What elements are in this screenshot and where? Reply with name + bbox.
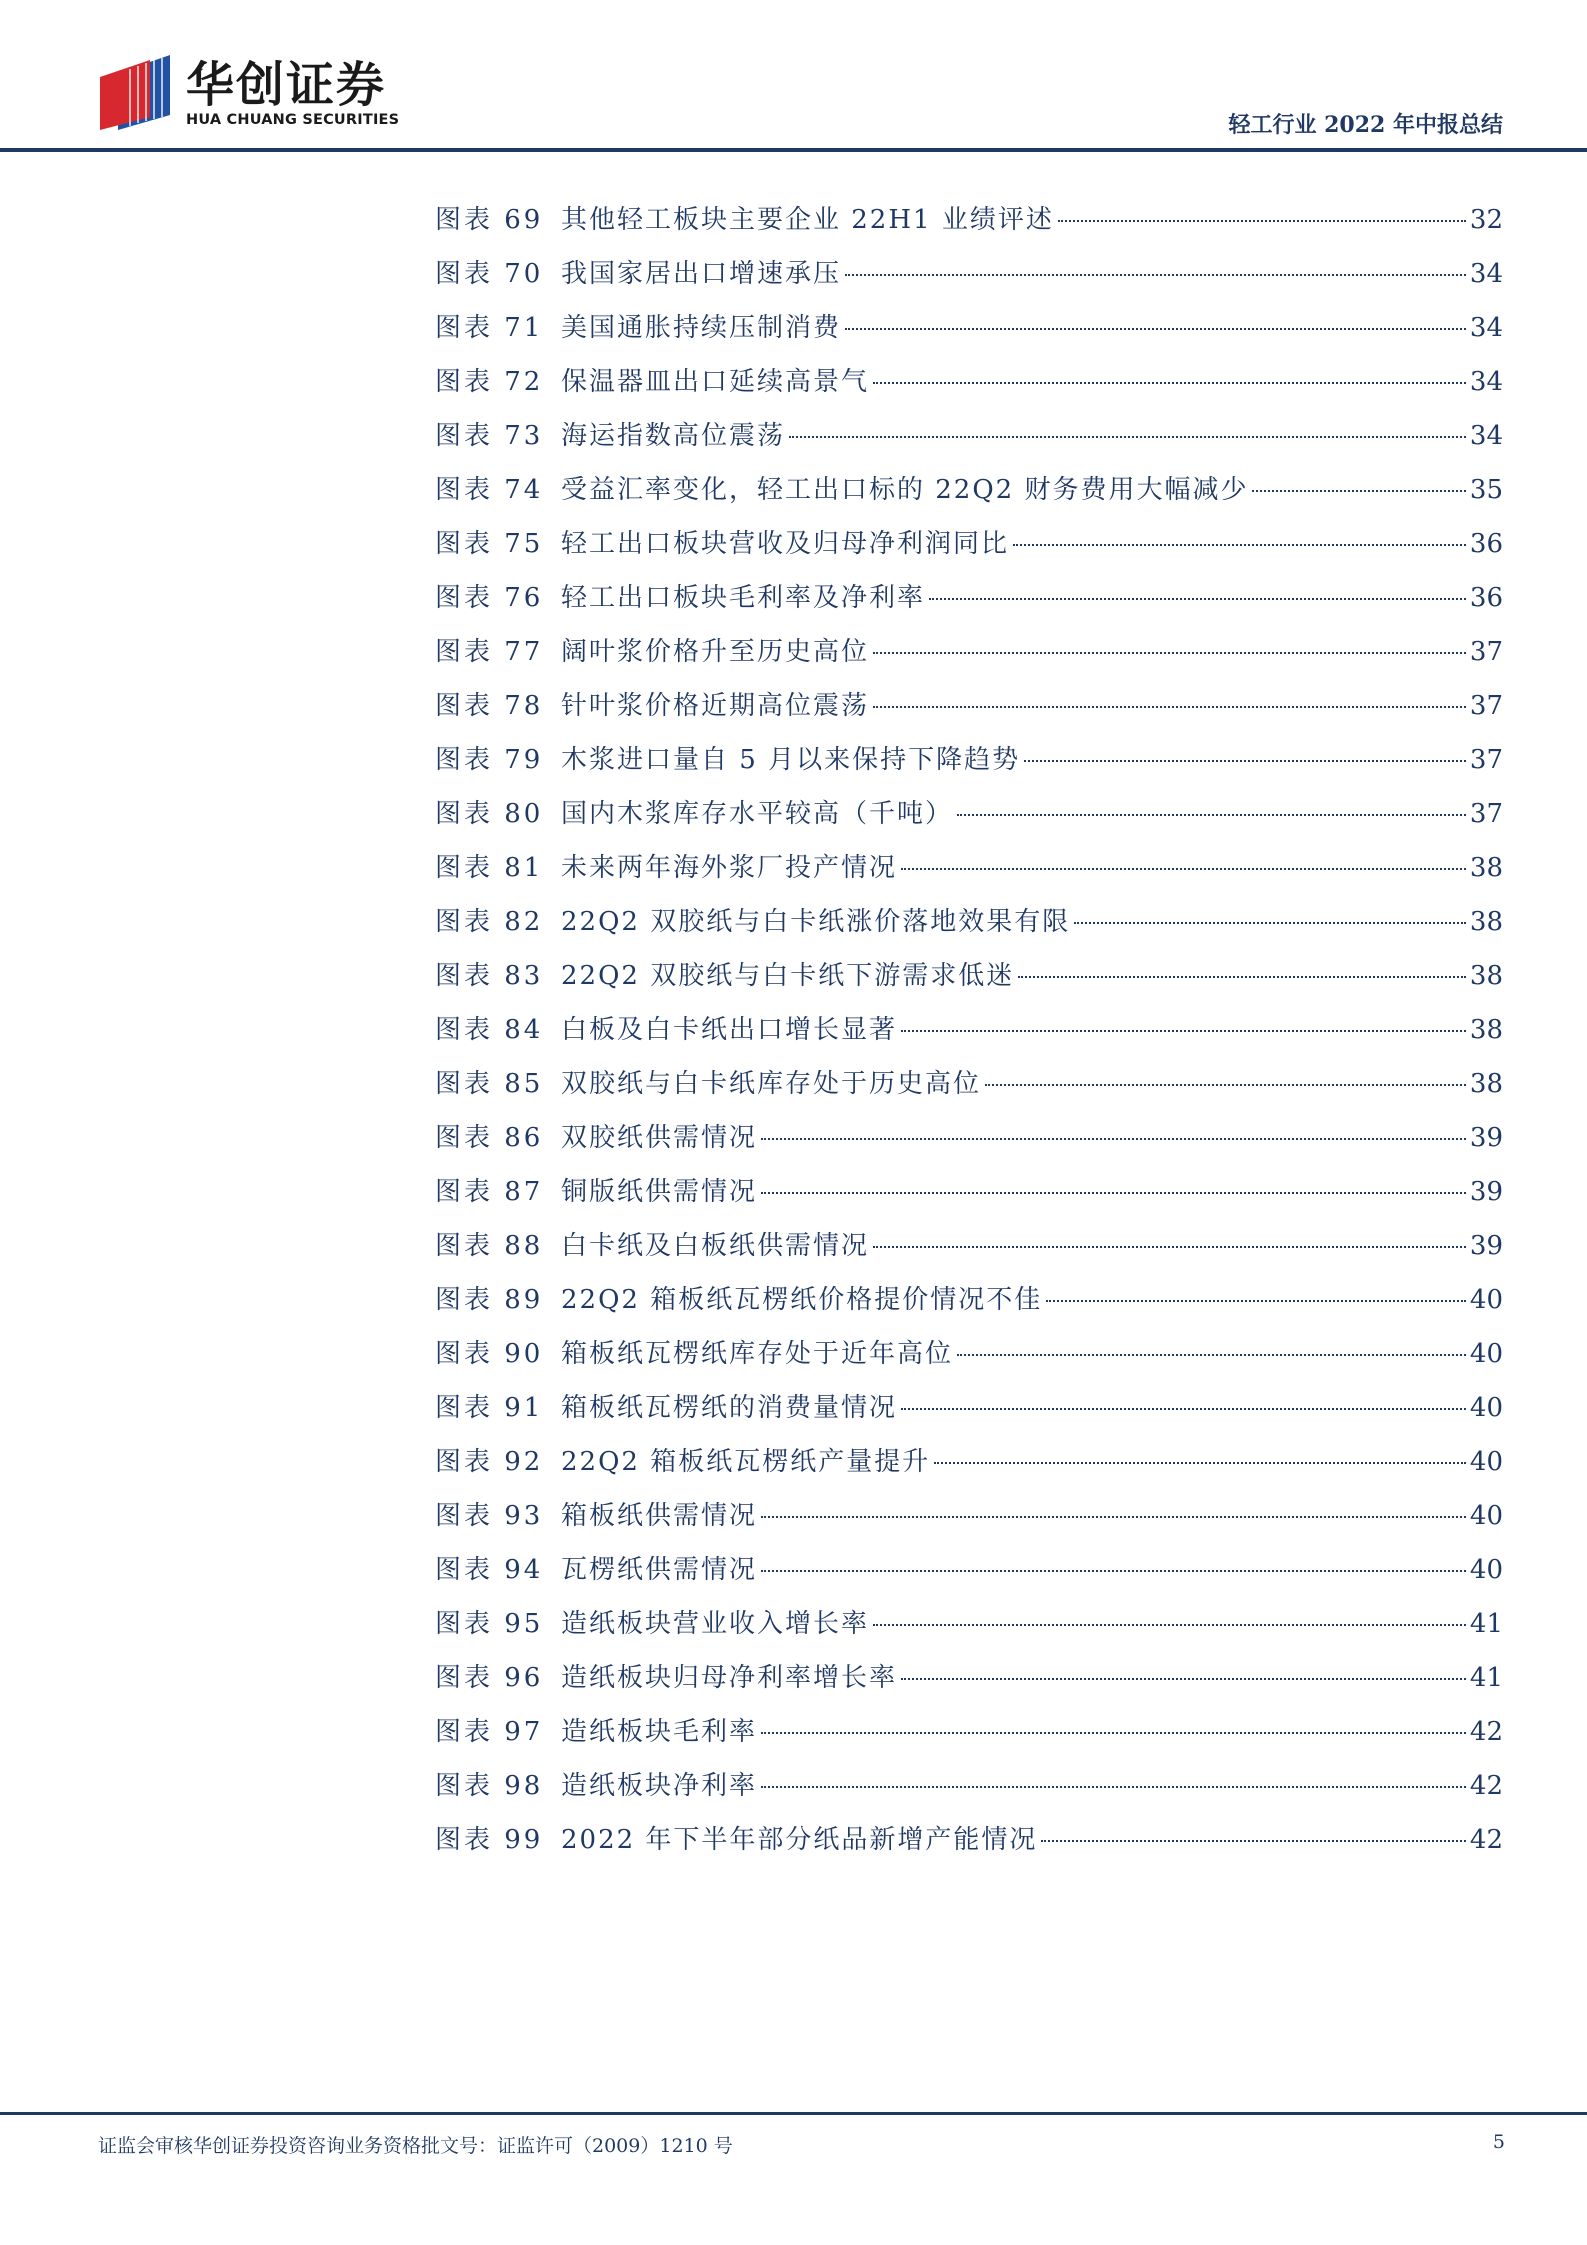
toc-entry[interactable] [435,198,1503,252]
toc-entry-title: 22Q2 双胶纸与白卡纸涨价落地效果有限 [561,907,1071,937]
toc-entry-page: 40 [1469,1501,1503,1531]
toc-entry-page: 41 [1469,1609,1503,1639]
toc-entry-title: 我国家居出口增速承压 [561,259,842,289]
toc-dot-leader [873,705,1466,708]
toc-entry-label: 图表 69 [435,205,544,235]
toc-entry-title: 美国通胀持续压制消费 [561,313,842,343]
toc-entry-title: 2022 年下半年部分纸品新增产能情况 [561,1825,1038,1855]
toc-entry-page: 42 [1469,1717,1503,1747]
toc-entry-title: 轻工出口板块营收及归母净利润同比 [561,529,1010,559]
toc-entry-title: 造纸板块净利率 [561,1771,758,1801]
toc-dot-leader [761,1191,1466,1194]
toc-entry-title: 造纸板块毛利率 [561,1717,758,1747]
toc-dot-leader [789,435,1466,438]
toc-dot-leader [901,1029,1466,1032]
toc-entry[interactable] [435,468,1503,522]
toc-entry-title: 针叶浆价格近期高位震荡 [561,691,870,721]
toc-entry[interactable] [435,414,1503,468]
toc-entry-label: 图表 81 [435,853,544,883]
toc-entry-title: 双胶纸供需情况 [561,1123,758,1153]
toc-entry[interactable] [435,1602,1503,1656]
toc-entry-page: 42 [1469,1825,1503,1855]
toc-entry-title: 22Q2 箱板纸瓦楞纸价格提价情况不佳 [561,1285,1043,1315]
toc-dot-leader [901,867,1466,870]
toc-entry-label: 图表 86 [435,1123,544,1153]
toc-entry-page: 34 [1469,367,1503,397]
toc-entry-page: 40 [1469,1339,1503,1369]
toc-entry-page: 37 [1469,799,1503,829]
figure-index-list [435,198,1503,1872]
toc-entry-label: 图表 72 [435,367,544,397]
toc-entry-title: 白板及白卡纸出口增长显著 [561,1015,898,1045]
toc-entry-page: 34 [1469,259,1503,289]
toc-entry-title: 国内木浆库存水平较高（千吨） [561,799,954,829]
toc-entry-title: 22Q2 双胶纸与白卡纸下游需求低迷 [561,961,1015,991]
toc-entry-title: 箱板纸瓦楞纸的消费量情况 [561,1393,898,1423]
toc-entry[interactable] [435,1278,1503,1332]
toc-dot-leader [845,327,1466,330]
company-logo [100,55,400,135]
toc-entry-title: 木浆进口量自 5 月以来保持下降趋势 [561,745,1021,775]
toc-dot-leader [1018,975,1466,978]
toc-entry-label: 图表 89 [435,1285,544,1315]
toc-entry[interactable] [435,900,1503,954]
toc-entry[interactable] [435,630,1503,684]
toc-entry-title: 其他轻工板块主要企业 22H1 业绩评述 [561,205,1054,235]
toc-dot-leader [929,597,1466,600]
toc-entry-page: 37 [1469,637,1503,667]
toc-entry-label: 图表 97 [435,1717,544,1747]
toc-dot-leader [1024,759,1466,762]
toc-entry[interactable] [435,1170,1503,1224]
toc-dot-leader [761,1137,1466,1140]
toc-entry[interactable] [435,1062,1503,1116]
toc-entry-page: 36 [1469,583,1503,613]
toc-entry-page: 42 [1469,1771,1503,1801]
toc-dot-leader [873,381,1466,384]
toc-entry-label: 图表 93 [435,1501,544,1531]
toc-dot-leader [761,1515,1466,1518]
toc-dot-leader [873,1623,1466,1626]
toc-entry-label: 图表 95 [435,1609,544,1639]
toc-entry[interactable] [435,684,1503,738]
toc-entry-page: 37 [1469,745,1503,775]
toc-entry[interactable] [435,522,1503,576]
toc-entry[interactable] [435,306,1503,360]
toc-entry-label: 图表 87 [435,1177,544,1207]
footer-divider [0,2112,1587,2115]
toc-entry-title: 双胶纸与白卡纸库存处于历史高位 [561,1069,982,1099]
toc-entry-page: 40 [1469,1393,1503,1423]
toc-entry[interactable] [435,1764,1503,1818]
toc-entry-title: 保温器皿出口延续高景气 [561,367,870,397]
toc-entry-label: 图表 96 [435,1663,544,1693]
toc-entry-page: 40 [1469,1555,1503,1585]
toc-dot-leader [1013,543,1466,546]
toc-entry-title: 22Q2 箱板纸瓦楞纸产量提升 [561,1447,931,1477]
toc-entry-label: 图表 76 [435,583,544,613]
toc-entry-label: 图表 75 [435,529,544,559]
toc-dot-leader [761,1569,1466,1572]
toc-entry-title: 造纸板块归母净利率增长率 [561,1663,898,1693]
toc-entry[interactable] [435,1008,1503,1062]
toc-dot-leader [1058,219,1466,222]
toc-entry-page: 41 [1469,1663,1503,1693]
toc-entry[interactable] [435,360,1503,414]
toc-entry-title: 轻工出口板块毛利率及净利率 [561,583,926,613]
toc-dot-leader [901,1407,1466,1410]
toc-entry[interactable] [435,1710,1503,1764]
toc-entry-page: 34 [1469,313,1503,343]
toc-dot-leader [901,1677,1466,1680]
toc-entry-title: 受益汇率变化，轻工出口标的 22Q2 财务费用大幅减少 [561,475,1249,505]
toc-entry[interactable] [435,846,1503,900]
logo-mark-icon [100,55,180,130]
toc-dot-leader [761,1785,1466,1788]
toc-entry-page: 40 [1469,1447,1503,1477]
toc-entry-label: 图表 74 [435,475,544,505]
toc-entry-page: 38 [1469,1069,1503,1099]
toc-entry[interactable] [435,1116,1503,1170]
toc-entry-label: 图表 73 [435,421,544,451]
toc-entry-label: 图表 78 [435,691,544,721]
toc-dot-leader [1046,1299,1466,1302]
header-divider [0,148,1587,152]
toc-entry-title: 铜版纸供需情况 [561,1177,758,1207]
toc-entry-label: 图表 84 [435,1015,544,1045]
report-title: 轻工行业 2022 年中报总结 [1228,112,1503,138]
toc-entry-label: 图表 82 [435,907,544,937]
toc-entry[interactable] [435,252,1503,306]
page-header [0,0,1587,152]
toc-dot-leader [1041,1839,1465,1842]
toc-entry-title: 阔叶浆价格升至历史高位 [561,637,870,667]
toc-entry-label: 图表 71 [435,313,544,343]
toc-dot-leader [845,273,1466,276]
toc-dot-leader [873,651,1466,654]
toc-dot-leader [957,813,1466,816]
toc-entry-page: 38 [1469,961,1503,991]
logo-english-name: HUA CHUANG SECURITIES [186,112,400,128]
toc-entry-page: 39 [1469,1177,1503,1207]
toc-entry-label: 图表 79 [435,745,544,775]
toc-dot-leader [1252,489,1465,492]
toc-entry[interactable] [435,1440,1503,1494]
toc-dot-leader [1074,921,1466,924]
toc-entry-label: 图表 85 [435,1069,544,1099]
toc-entry[interactable] [435,1818,1503,1872]
toc-entry-label: 图表 94 [435,1555,544,1585]
toc-entry-label: 图表 80 [435,799,544,829]
toc-dot-leader [761,1731,1466,1734]
toc-entry-label: 图表 92 [435,1447,544,1477]
toc-entry-page: 40 [1469,1285,1503,1315]
toc-entry-title: 未来两年海外浆厂投产情况 [561,853,898,883]
toc-entry[interactable] [435,1548,1503,1602]
toc-entry-label: 图表 83 [435,961,544,991]
toc-entry[interactable] [435,1386,1503,1440]
toc-entry[interactable] [435,1224,1503,1278]
toc-entry[interactable] [435,1656,1503,1710]
toc-entry-page: 35 [1469,475,1503,505]
toc-entry-page: 37 [1469,691,1503,721]
toc-entry-title: 白卡纸及白板纸供需情况 [561,1231,870,1261]
toc-entry-page: 38 [1469,1015,1503,1045]
toc-dot-leader [934,1461,1466,1464]
toc-entry-page: 34 [1469,421,1503,451]
toc-entry[interactable] [435,1494,1503,1548]
toc-dot-leader [985,1083,1466,1086]
toc-entry-title: 箱板纸瓦楞纸库存处于近年高位 [561,1339,954,1369]
toc-entry-page: 32 [1469,205,1503,235]
toc-entry-title: 海运指数高位震荡 [561,421,786,451]
footer-page-number: 5 [1492,2131,1505,2153]
toc-dot-leader [957,1353,1466,1356]
toc-entry-page: 36 [1469,529,1503,559]
toc-entry-title: 造纸板块营业收入增长率 [561,1609,870,1639]
toc-entry[interactable] [435,738,1503,792]
toc-entry-label: 图表 99 [435,1825,544,1855]
toc-entry-page: 39 [1469,1231,1503,1261]
toc-entry-page: 38 [1469,907,1503,937]
toc-entry-title: 瓦楞纸供需情况 [561,1555,758,1585]
toc-entry-page: 39 [1469,1123,1503,1153]
toc-entry-label: 图表 70 [435,259,544,289]
toc-entry-label: 图表 91 [435,1393,544,1423]
toc-entry-label: 图表 77 [435,637,544,667]
toc-entry-title: 箱板纸供需情况 [561,1501,758,1531]
logo-chinese-name: 华创证券 [186,57,387,113]
toc-entry-label: 图表 88 [435,1231,544,1261]
footer-disclaimer: 证监会审核华创证券投资咨询业务资格批文号：证监许可（2009）1210 号 [98,2135,733,2157]
toc-entry[interactable] [435,954,1503,1008]
toc-entry[interactable] [435,576,1503,630]
toc-entry[interactable] [435,1332,1503,1386]
toc-entry[interactable] [435,792,1503,846]
toc-entry-label: 图表 98 [435,1771,544,1801]
toc-entry-label: 图表 90 [435,1339,544,1369]
toc-dot-leader [873,1245,1466,1248]
toc-entry-page: 38 [1469,853,1503,883]
